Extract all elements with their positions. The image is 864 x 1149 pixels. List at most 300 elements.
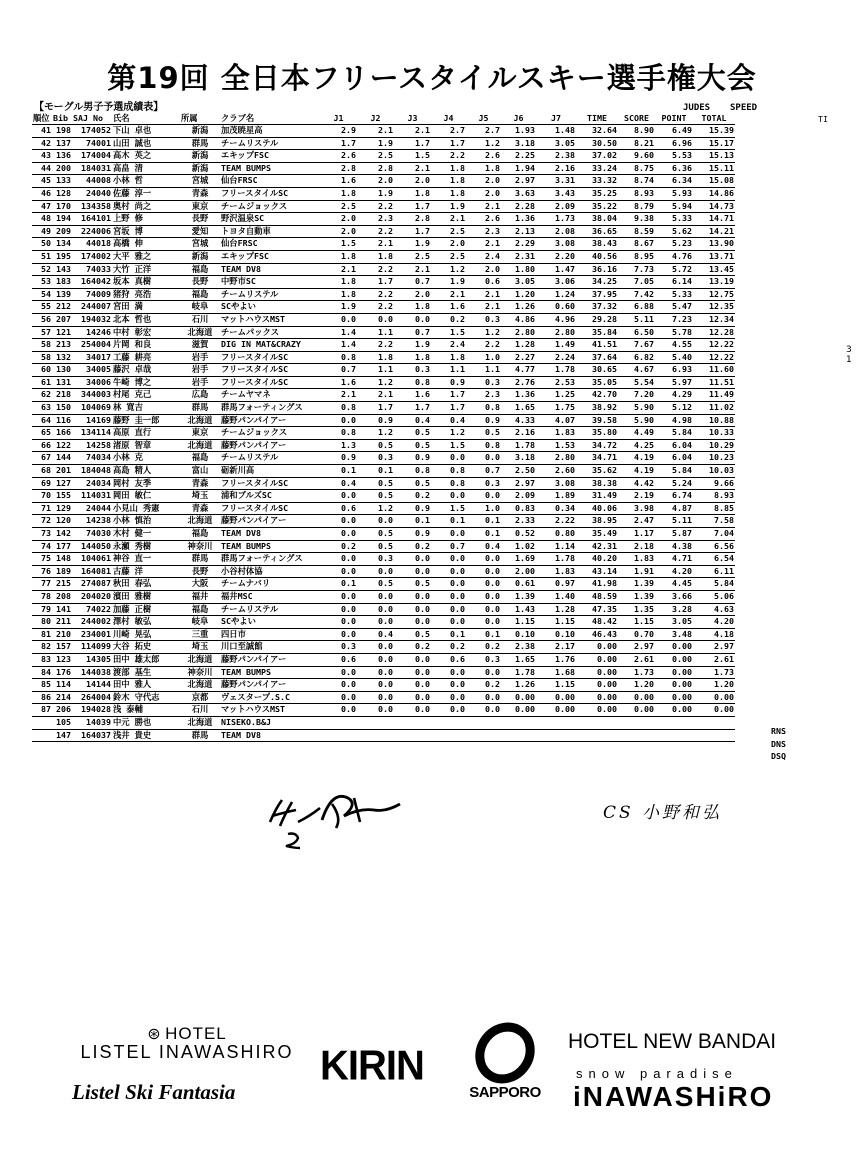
table-cell: 群馬 [180, 553, 220, 566]
table-cell: 49 [32, 225, 52, 238]
column-header: J1 [320, 112, 357, 125]
table-cell: 15.17 [693, 137, 735, 150]
table-cell [466, 716, 501, 729]
table-cell: 0.61 [501, 578, 536, 591]
table-cell: 5.78 [655, 326, 693, 339]
table-cell: 0.00 [576, 704, 618, 717]
table-cell: 神奈川 [180, 540, 220, 553]
table-cell: 3.05 [501, 276, 536, 289]
table-cell: 1.0 [466, 351, 501, 364]
table-cell: 1.7 [357, 402, 394, 415]
table-cell: 1.17 [618, 528, 655, 541]
table-cell: 24040 [72, 187, 112, 200]
table-cell: 0.10 [536, 628, 576, 641]
table-cell: マットハウスMST [220, 313, 320, 326]
table-cell: 104069 [72, 402, 112, 415]
table-cell: 1.6 [431, 301, 466, 314]
table-cell: 7.58 [693, 515, 735, 528]
table-cell: 14.21 [693, 225, 735, 238]
table-cell: 1.8 [431, 175, 466, 188]
table-cell: 4.19 [618, 465, 655, 478]
table-cell: 野沢温泉SC [220, 213, 320, 226]
table-cell: 宮城 [180, 238, 220, 251]
table-cell: 0.0 [466, 666, 501, 679]
table-cell: 3.08 [536, 477, 576, 490]
column-header: J4 [431, 112, 466, 125]
table-cell: 1.26 [501, 301, 536, 314]
inawashiro-logo: iNAWASHiRO [573, 1081, 774, 1112]
table-cell: 0.0 [320, 616, 357, 629]
table-cell: 大竹 正洋 [112, 263, 180, 276]
table-cell: 北海道 [180, 439, 220, 452]
table-cell: 下山 卓也 [112, 125, 180, 138]
column-header: 氏名 [112, 112, 180, 125]
table-cell: 0.4 [394, 414, 431, 427]
table-cell: 174004 [72, 150, 112, 163]
table-cell: 1.80 [501, 263, 536, 276]
table-cell [655, 729, 693, 742]
table-cell: 4.33 [501, 414, 536, 427]
table-cell: 1.9 [357, 137, 394, 150]
table-cell: 52 [32, 263, 52, 276]
table-cell: 7.73 [618, 263, 655, 276]
table-cell: 54 [32, 288, 52, 301]
table-cell [394, 729, 431, 742]
table-cell: 34.71 [576, 452, 618, 465]
table-cell: 2.6 [466, 213, 501, 226]
table-cell: 高島 精人 [112, 465, 180, 478]
table-cell: 青森 [180, 477, 220, 490]
kirin-logo: KIRIN [320, 1042, 424, 1090]
table-cell: 0.0 [394, 565, 431, 578]
table-cell: 2.33 [501, 515, 536, 528]
table-cell: 213 [52, 339, 72, 352]
table-cell: 1.94 [501, 162, 536, 175]
table-cell: 11.49 [693, 389, 735, 402]
table-cell: 5.24 [655, 477, 693, 490]
table-cell: 77 [32, 578, 52, 591]
table-cell: 174052 [72, 125, 112, 138]
table-cell: 2.47 [618, 515, 655, 528]
table-cell: 上野 修 [112, 213, 180, 226]
table-cell: 14305 [72, 653, 112, 666]
table-cell: チームパックス [220, 326, 320, 339]
table-cell: 1.73 [693, 666, 735, 679]
table-cell: 1.8 [357, 250, 394, 263]
status-label: RNS [771, 726, 786, 736]
table-cell: 194028 [72, 704, 112, 717]
table-cell: 12.28 [693, 326, 735, 339]
table-cell: 5.90 [618, 414, 655, 427]
table-cell: 189 [52, 565, 72, 578]
table-cell: 123 [52, 653, 72, 666]
table-cell: 1.6 [320, 175, 357, 188]
table-cell: 新潟 [180, 250, 220, 263]
table-cell: 43 [32, 150, 52, 163]
table-row [32, 603, 735, 616]
table-cell: 211 [52, 616, 72, 629]
table-cell: 中村 彰宏 [112, 326, 180, 339]
table-cell: 北本 哲也 [112, 313, 180, 326]
table-cell: 1.26 [501, 679, 536, 692]
table-cell: 0.8 [431, 477, 466, 490]
column-header: J6 [501, 112, 536, 125]
table-cell: 中元 勝也 [112, 716, 180, 729]
table-row [32, 427, 735, 440]
table-cell: 1.9 [320, 301, 357, 314]
table-cell: 0.3 [394, 364, 431, 377]
table-row [32, 376, 735, 389]
table-cell: 山田 誠也 [112, 137, 180, 150]
table-cell: 0.0 [357, 653, 394, 666]
table-cell: 0.2 [320, 540, 357, 553]
table-cell: 244007 [72, 301, 112, 314]
table-cell: 10.88 [693, 414, 735, 427]
table-cell: 212 [52, 301, 72, 314]
table-cell: 1.83 [618, 553, 655, 566]
table-cell: 高畠 清 [112, 162, 180, 175]
table-cell: 104061 [72, 553, 112, 566]
table-cell [693, 729, 735, 742]
table-cell: 岩手 [180, 376, 220, 389]
table-cell: 2.2 [357, 225, 394, 238]
table-cell: 38.04 [576, 213, 618, 226]
table-cell: 1.24 [536, 288, 576, 301]
table-cell: 渡部 基生 [112, 666, 180, 679]
table-cell: 136 [52, 150, 72, 163]
table-row [32, 162, 735, 175]
table-row [32, 628, 735, 641]
column-header: 所属 [180, 112, 220, 125]
table-cell: 4.76 [655, 250, 693, 263]
table-cell: フリースタイルSC [220, 376, 320, 389]
table-row [32, 477, 735, 490]
table-cell: 0.0 [394, 590, 431, 603]
table-cell: 46.43 [576, 628, 618, 641]
table-cell: 5.84 [655, 465, 693, 478]
table-cell: 7.23 [655, 313, 693, 326]
table-cell: 2.0 [357, 175, 394, 188]
table-cell: 0.70 [618, 628, 655, 641]
table-cell: 210 [52, 628, 72, 641]
table-cell: 1.7 [431, 137, 466, 150]
table-cell: 1.35 [618, 603, 655, 616]
table-cell: 0.0 [394, 313, 431, 326]
table-cell: TEAM DV8 [220, 729, 320, 742]
table-cell: 0.2 [466, 679, 501, 692]
table-cell: 北海道 [180, 414, 220, 427]
table-cell: 41.51 [576, 339, 618, 352]
table-cell: 13.19 [693, 276, 735, 289]
table-cell: 2.16 [501, 427, 536, 440]
table-cell: 8.95 [618, 250, 655, 263]
column-header: J2 [357, 112, 394, 125]
table-cell: 215 [52, 578, 72, 591]
table-cell: 0.00 [693, 704, 735, 717]
table-cell: 0.4 [466, 540, 501, 553]
table-cell: 北海道 [180, 679, 220, 692]
table-cell: 164101 [72, 213, 112, 226]
table-cell: 1.8 [357, 351, 394, 364]
table-cell: 1.9 [431, 276, 466, 289]
table-cell: 0.00 [576, 653, 618, 666]
table-cell: 122 [52, 439, 72, 452]
table-cell: 224006 [72, 225, 112, 238]
table-cell: 39.58 [576, 414, 618, 427]
table-cell: 8.85 [693, 502, 735, 515]
table-cell: 34017 [72, 351, 112, 364]
table-cell: 0.3 [357, 452, 394, 465]
table-cell: 佐藤 淳一 [112, 187, 180, 200]
table-cell: 青森 [180, 187, 220, 200]
table-cell: 3.63 [501, 187, 536, 200]
table-cell: 10.23 [693, 452, 735, 465]
table-cell: エキップFSC [220, 150, 320, 163]
table-cell: SCやよい [220, 616, 320, 629]
table-cell: 0.0 [431, 704, 466, 717]
table-cell: TEAM BUMPS [220, 162, 320, 175]
table-cell: 2.1 [466, 301, 501, 314]
table-cell [357, 716, 394, 729]
table-cell: 2.1 [431, 288, 466, 301]
table-cell: 57 [32, 326, 52, 339]
table-cell: 2.38 [536, 150, 576, 163]
table-cell: 群馬 [180, 729, 220, 742]
table-cell: 0.7 [394, 326, 431, 339]
table-cell: 0.9 [320, 452, 357, 465]
column-header: 順位 [32, 112, 52, 125]
hotel-listel-logo: ⊛ HOTEL LISTEL INAWASHIRO [80, 1024, 294, 1062]
table-cell: 6.74 [655, 490, 693, 503]
table-cell: 0.83 [501, 502, 536, 515]
table-cell [32, 716, 52, 729]
table-cell: 81 [32, 628, 52, 641]
table-cell: 高橋 伸 [112, 238, 180, 251]
column-header: J5 [466, 112, 501, 125]
table-cell: 40.20 [576, 553, 618, 566]
table-cell: 4.96 [536, 313, 576, 326]
table-cell [466, 729, 501, 742]
table-cell: 5.06 [693, 590, 735, 603]
table-cell: 1.73 [536, 213, 576, 226]
table-cell: 長野 [180, 213, 220, 226]
table-cell: 福島 [180, 528, 220, 541]
table-cell: 1.9 [357, 187, 394, 200]
table-cell: 仙台FRSC [220, 238, 320, 251]
table-cell: 35.22 [576, 200, 618, 213]
table-cell: 5.40 [655, 351, 693, 364]
table-cell: 2.1 [466, 288, 501, 301]
table-cell: 164081 [72, 565, 112, 578]
table-cell: 四日市 [220, 628, 320, 641]
table-cell: 藤野パンパイアー [220, 414, 320, 427]
table-row [32, 653, 735, 666]
table-cell: 134114 [72, 427, 112, 440]
table-cell: 0.1 [394, 515, 431, 528]
table-cell: 35.62 [576, 465, 618, 478]
table-cell: 214 [52, 691, 72, 704]
table-cell: 78 [32, 590, 52, 603]
table-cell: 2.97 [618, 641, 655, 654]
table-cell: 7.42 [618, 288, 655, 301]
table-row [32, 414, 735, 427]
table-cell: 183 [52, 276, 72, 289]
table-cell: 204020 [72, 590, 112, 603]
table-cell: 0.00 [576, 691, 618, 704]
table-cell: 8.79 [618, 200, 655, 213]
table-row [32, 729, 735, 742]
table-cell: 1.3 [320, 439, 357, 452]
table-cell: 11.60 [693, 364, 735, 377]
table-cell: 北海道 [180, 653, 220, 666]
table-cell: 1.7 [394, 402, 431, 415]
table-cell: 144 [52, 452, 72, 465]
table-cell: 1.1 [357, 364, 394, 377]
table-cell: 4.45 [655, 578, 693, 591]
table-cell: TEAM BUMPS [220, 540, 320, 553]
table-cell: 0.00 [501, 691, 536, 704]
table-cell: 5.47 [655, 301, 693, 314]
table-cell: 1.68 [536, 666, 576, 679]
table-cell: 0.7 [320, 364, 357, 377]
table-cell: チームジョックス [220, 427, 320, 440]
table-cell: チームリステル [220, 137, 320, 150]
table-cell: 4.77 [501, 364, 536, 377]
table-cell: 0.00 [693, 691, 735, 704]
table-cell: 7.04 [693, 528, 735, 541]
table-cell: 東京 [180, 200, 220, 213]
table-cell: 0.97 [536, 578, 576, 591]
table-cell: 奥村 尚之 [112, 200, 180, 213]
table-cell: 6.82 [618, 351, 655, 364]
table-cell: 177 [52, 540, 72, 553]
table-cell: 福島 [180, 288, 220, 301]
table-cell: 0.0 [357, 691, 394, 704]
table-cell: 14258 [72, 439, 112, 452]
column-header: TIME [576, 112, 618, 125]
table-row [32, 301, 735, 314]
table-cell: 4.63 [693, 603, 735, 616]
table-row [32, 225, 735, 238]
table-cell: 0.6 [320, 502, 357, 515]
table-cell: 仙台FRSC [220, 175, 320, 188]
table-cell: 0.5 [357, 540, 394, 553]
table-cell: 1.2 [466, 326, 501, 339]
table-cell: 藤野パンパイアー [220, 679, 320, 692]
table-cell: 0.9 [466, 414, 501, 427]
table-row [32, 276, 735, 289]
table-row [32, 578, 735, 591]
table-cell: 加藤 正樹 [112, 603, 180, 616]
table-cell: 58 [32, 339, 52, 352]
table-cell: 42 [32, 137, 52, 150]
table-cell: 1.2 [431, 263, 466, 276]
table-cell: 鈴木 守代志 [112, 691, 180, 704]
table-cell: チームリステル [220, 603, 320, 616]
table-cell: 36.65 [576, 225, 618, 238]
table-cell: 12.75 [693, 288, 735, 301]
table-cell: 30.65 [576, 364, 618, 377]
speed-label: SPEED [730, 103, 758, 113]
table-cell: 1.39 [618, 590, 655, 603]
table-cell: 8.93 [618, 187, 655, 200]
table-cell: 2.8 [394, 213, 431, 226]
table-cell: 184048 [72, 465, 112, 478]
table-cell: 2.0 [466, 263, 501, 276]
table-cell: 4.67 [618, 364, 655, 377]
table-cell [320, 729, 357, 742]
table-cell: 高原 直行 [112, 427, 180, 440]
table-cell: 132 [52, 351, 72, 364]
table-cell: 岐阜 [180, 616, 220, 629]
table-cell: 木村 健一 [112, 528, 180, 541]
table-cell: 218 [52, 389, 72, 402]
table-cell: 2.1 [394, 162, 431, 175]
table-cell: 40.56 [576, 250, 618, 263]
table-row [32, 125, 735, 138]
table-cell: 0.0 [394, 666, 431, 679]
table-cell: 福島 [180, 263, 220, 276]
table-cell: 150 [52, 402, 72, 415]
table-cell: 0.3 [466, 653, 501, 666]
table-cell: 64 [32, 414, 52, 427]
table-cell: 14238 [72, 515, 112, 528]
hotel-new-bandai-logo: HOTEL NEW BANDAI [568, 1030, 777, 1053]
table-cell: 74033 [72, 263, 112, 276]
table-cell: 195 [52, 250, 72, 263]
table-cell: 6.11 [693, 565, 735, 578]
table-cell: 1.8 [394, 301, 431, 314]
results-table-body [32, 125, 735, 742]
table-cell: 4.98 [655, 414, 693, 427]
table-row [32, 528, 735, 541]
table-cell: 48.42 [576, 616, 618, 629]
table-cell: 38.38 [576, 477, 618, 490]
table-cell: 4.71 [655, 553, 693, 566]
table-cell: 79 [32, 603, 52, 616]
table-cell: 0.0 [357, 666, 394, 679]
table-cell: 174002 [72, 250, 112, 263]
table-cell: 2.2 [357, 200, 394, 213]
table-cell: 1.49 [536, 339, 576, 352]
table-cell: 1.7 [320, 137, 357, 150]
table-cell: 2.5 [357, 150, 394, 163]
table-cell: 35.84 [576, 326, 618, 339]
table-cell: 3.48 [655, 628, 693, 641]
table-cell: 2.0 [394, 175, 431, 188]
table-row [32, 187, 735, 200]
table-cell: 新潟 [180, 150, 220, 163]
table-cell: 141 [52, 603, 72, 616]
table-cell: 194 [52, 213, 72, 226]
table-cell [394, 716, 431, 729]
table-cell: 1.8 [431, 162, 466, 175]
table-cell: 0.1 [431, 628, 466, 641]
table-cell: 0.0 [394, 653, 431, 666]
table-cell: 2.1 [320, 263, 357, 276]
table-cell: 福井MSC [220, 590, 320, 603]
table-cell: 176 [52, 666, 72, 679]
table-cell: 2.2 [431, 150, 466, 163]
table-cell: 0.00 [655, 653, 693, 666]
table-cell: 144038 [72, 666, 112, 679]
table-cell: 1.78 [536, 553, 576, 566]
table-cell: 0.00 [576, 666, 618, 679]
table-cell: 65 [32, 427, 52, 440]
table-cell: 5.97 [655, 376, 693, 389]
table-cell: 63 [32, 402, 52, 415]
table-cell: 秋田 春弘 [112, 578, 180, 591]
